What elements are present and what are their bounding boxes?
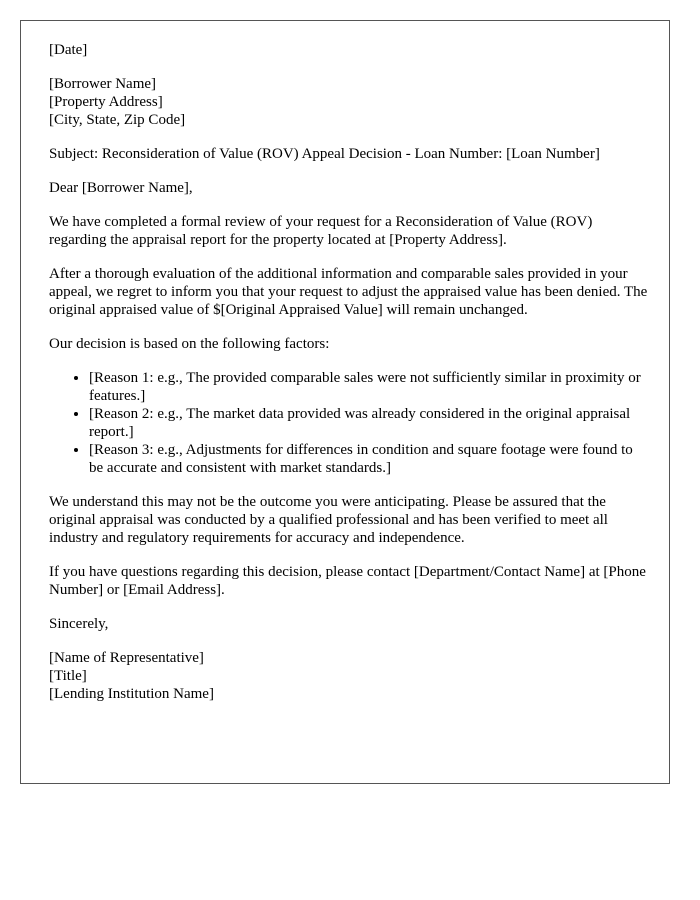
reason-item: • [Reason 2: e.g., The market data provided was already considered in the original appraisal report.]: [89, 405, 649, 441]
contact-paragraph: If you have questions regarding this decision, please contact [Department/Contact Name] at [Phone Number] or [Email Address].: [49, 564, 646, 598]
letter-salutation: Dear [Borrower Name],: [49, 180, 193, 196]
reason-item: • [Reason 1: e.g., The provided comparable sales were not sufficiently similar in proximity or features.]: [89, 369, 649, 405]
letter-date: [Date]: [49, 42, 88, 58]
assurance-paragraph: We understand this may not be the outcome you were anticipating. Please be assured that the original appraisal was conducted by a qualified professional and has been verified to meet all industry and regulatory requirements for accuracy and independence.: [49, 494, 608, 546]
decision-paragraph: After a thorough evaluation of the additional information and comparable sales provided in your appeal, we regret to inform you that your request to adjust the appraised value has been denied. The original appraised value of $[Original Appraised Value] will remain unchanged.: [49, 266, 648, 318]
signature-title: [Title]: [49, 668, 87, 684]
recipient-city-state-zip: [City, State, Zip Code]: [49, 112, 186, 128]
letter-document: [20, 20, 670, 784]
letter-closing: Sincerely,: [49, 616, 109, 632]
intro-paragraph: We have completed a formal review of your request for a Reconsideration of Value (ROV) regarding the appraisal report for the property located at [Property Address].: [49, 214, 593, 248]
signature-name: [Name of Representative]: [49, 650, 204, 666]
factors-intro-paragraph: Our decision is based on the following factors:: [49, 336, 330, 352]
letter-subject: Subject: Reconsideration of Value (ROV) Appeal Decision - Loan Number: [Loan Number]: [49, 146, 600, 162]
reason-item: • [Reason 3: e.g., Adjustments for differences in condition and square footage were found to be accurate and consistent with market standards.]: [89, 441, 649, 477]
recipient-property-address: [Property Address]: [49, 94, 163, 110]
recipient-address-block: [49, 75, 649, 129]
signature-block: [49, 649, 649, 703]
reasons-list: [49, 369, 649, 477]
recipient-name: [Borrower Name]: [49, 76, 157, 92]
signature-institution: [Lending Institution Name]: [49, 686, 214, 702]
